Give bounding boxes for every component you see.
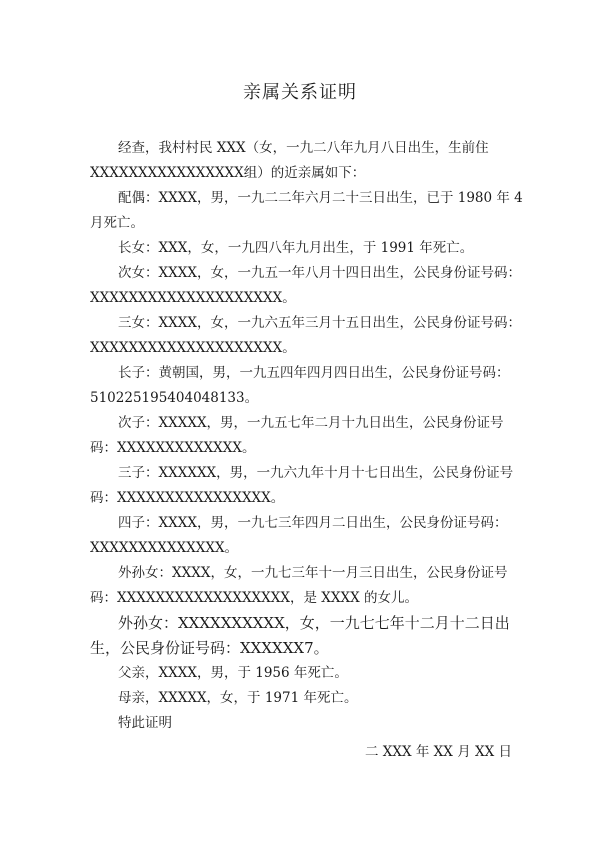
relative-fourth-son: 四子：XXXX，男，一九七三年四月二日出生，公民身份证号码：XXXXXXXXXXXXXX。 <box>90 515 508 556</box>
relative-eldest-daughter: 长女：XXX，女，一九四八年九月出生，于 1991 年死亡。 <box>118 240 474 256</box>
relative-second-son: 次子：XXXXX，男，一九五七年二月十九日出生，公民身份证号码：XXXXXXXXXXXXX。 <box>90 415 504 456</box>
relative-father: 父亲，XXXX，男，于 1956 年死亡。 <box>118 665 348 681</box>
relative-granddaughter-1: 外孙女：XXXX，女，一九七三年十一月三日出生，公民身份证号码：XXXXXXXXXXXXXXXXXX，是 XXXX 的女儿。 <box>90 565 508 606</box>
relative-third-daughter: 三女：XXXX，女，一九六五年三月十五日出生，公民身份证号码：XXXXXXXXXXXXXXXXXXXX。 <box>90 315 521 356</box>
relative-granddaughter-2: 外孙女：XXXXXXXXXX，女，一九七七年十二月十二日出生，公民身份证号码：XXXXXX7。 <box>90 614 510 657</box>
relative-spouse: 配偶：XXXX，男，一九二二年六月二十三日出生，已于 1980 年 4 月死亡。 <box>90 190 523 231</box>
document-title: 亲属关系证明 <box>243 82 357 103</box>
relative-mother: 母亲，XXXXX，女，于 1971 年死亡。 <box>118 690 358 706</box>
relative-third-son: 三子：XXXXXX，男，一九六九年十月十七日出生，公民身份证号码：XXXXXXXXXXXXXXXX。 <box>90 465 514 506</box>
document-body <box>90 136 530 736</box>
intro-paragraph: 经查，我村村民 XXX（女，一九二八年九月八日出生，生前住XXXXXXXXXXXXXXXX组）的近亲属如下： <box>90 140 489 181</box>
document-date: 二 XXX 年 XX 月 XX 日 <box>364 744 512 760</box>
relative-eldest-son: 长子：黄朝国，男，一九五四年四月四日出生，公民身份证号码：510225195404048133。 <box>90 365 510 406</box>
relative-second-daughter: 次女：XXXX，女，一九五一年八月十四日出生，公民身份证号码：XXXXXXXXXXXXXXXXXXXX。 <box>90 265 521 306</box>
closing-statement: 特此证明 <box>118 715 172 731</box>
